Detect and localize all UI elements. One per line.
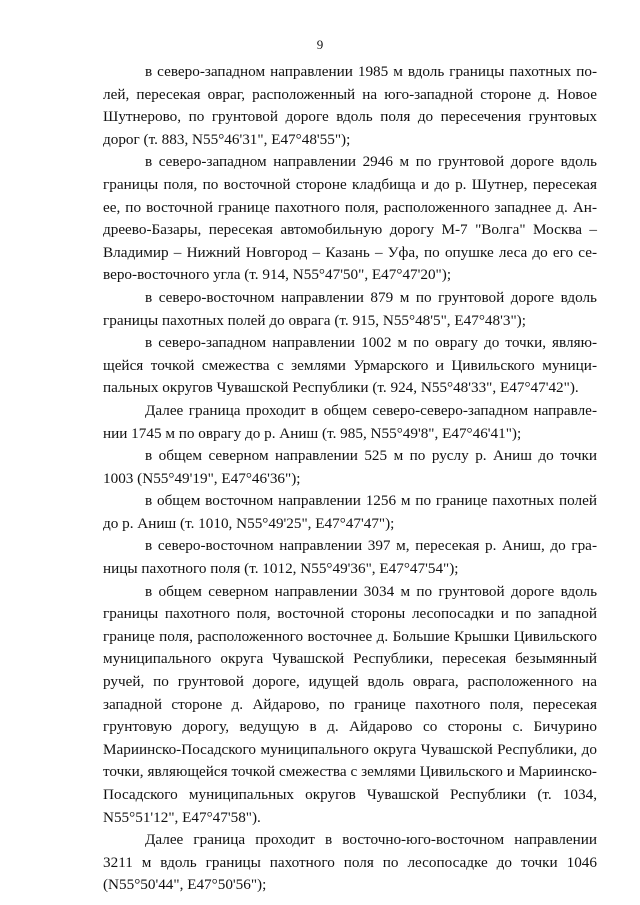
paragraph: в северо-восточном направлении 397 м, пересекая р. Аниш, до границы пахотного поля (т. 1012, N55°49'36", E47°47'54"); [103, 537, 597, 578]
paragraph: в северо-западном направлении 1985 м вдоль границы пахотных полей, пересекая овраг, расположенный на юго-западной стороне д. Новое Шутнерово, по грунтовой дороге вдоль поля до пересечения грунтовых дорог (т. 883, N55°46'31", E47°48'55"); [103, 63, 597, 148]
paragraph: в северо-западном направлении 1002 м по оврагу до точки, являющейся точкой смежества с землями Урмарского и Цивильского муниципальных округов Чувашской Республики (т. 924, N55°48'33", E47°47'42"). [103, 334, 597, 397]
paragraph: Далее граница проходит в восточно-юго-восточном направлении 3211 м вдоль границы пахотного поля по лесопосадке до точки 1046 (N55°50'44", E47°50'56"); [103, 831, 597, 894]
paragraph: в общем северном направлении 525 м по руслу р. Аниш до точки 1003 (N55°49'19", E47°46'36"); [103, 447, 597, 487]
paragraph: в северо-западном направлении 2946 м по грунтовой дороге вдоль границы поля, по восточной стороне кладбища и до р. Шутнер, пересекая ее, по восточной границе пахотного поля, расположенного западнее д. Андреево-Базары, пересекая автомобильную дорогу М-7 "Волга" Москва – Владимир – Нижний Новгород – Казань – Уфа, по опушке леса до его северо-восточного угла (т. 914, N55°47'50", E47°47'20"); [103, 153, 597, 284]
paragraph: в общем северном направлении 3034 м по грунтовой дороге вдоль границы пахотного поля, восточной стороны лесопосадки и по западной границе поля, расположенного восточнее д. Большие Крышки Цивильского муниципального округа Чувашской Республики, пересекая безымянный ручей, по грунтовой дороге, идущей вдоль оврага, расположенного на западной стороне д. Айдарово, по границе пахотного поля, пересекая грунтовую дорогу, ведущую в д. Айдарово со стороны с. Бичурино Мариинско-Посадского муниципального округа Чувашской Республики, до точки, являющейся точкой смежества с землями Цивильского и Мариинско-Посадского муниципальных округов Чувашской Республики (т. 1034, N55°51'12", E47°47'58"). [103, 582, 597, 826]
paragraph: в северо-восточном направлении 879 м по грунтовой дороге вдоль границы пахотных полей до оврага (т. 915, N55°48'5", E47°48'3"); [103, 288, 597, 329]
paragraph: Далее граница проходит в общем северо-северо-западном направлении 1745 м по оврагу до р. Аниш (т. 985, N55°49'8", E47°46'41"); [103, 401, 597, 442]
paragraph: в общем восточном направлении 1256 м по границе пахотных полей до р. Аниш (т. 1010, N55°49'25", E47°47'47"); [103, 492, 597, 532]
document-body [103, 61, 597, 897]
page-number: 9 [316, 37, 324, 52]
